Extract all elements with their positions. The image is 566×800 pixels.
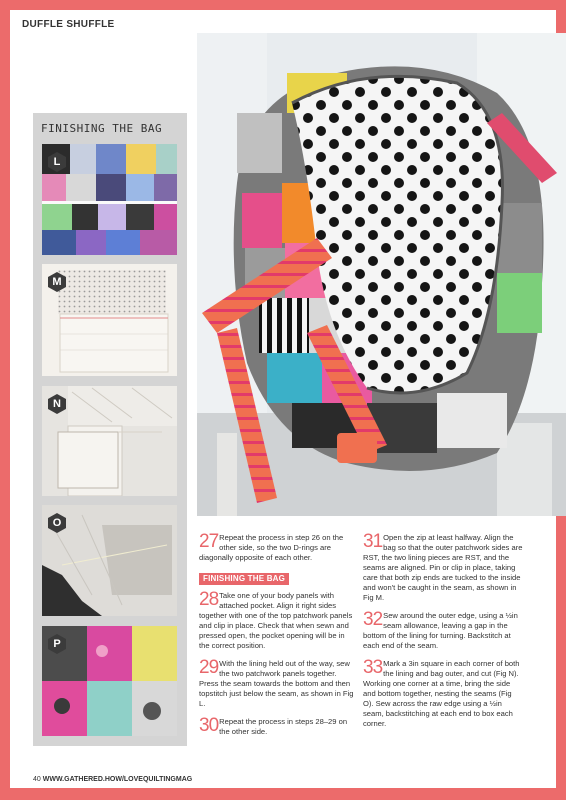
figure-l-badge: L (47, 152, 67, 172)
instructions-column-1 (199, 533, 354, 745)
figure-m-badge: M (47, 272, 67, 292)
duffle-bag-photo (197, 33, 566, 516)
figure-o-badge: O (47, 513, 67, 533)
section-heading: FINISHING THE BAG (199, 573, 289, 585)
step-text: With the lining held out of the way, sew the two patchwork panels together. Press the seam towards the bottom and then topstitch just below the seam, as shown in Fig L. (199, 659, 354, 708)
sidebar-title: FINISHING THE BAG (41, 122, 163, 135)
figure-p (42, 626, 177, 736)
step-28 (199, 591, 354, 651)
step-text: Open the zip at least halfway. Align the bag so that the outer patchwork sides are RST, the two lining pieces are RST, and the seams are aligned. Pin or clip in place, taking care that both zip ends are tucked to the inside and won't be caught in the seam, as shown in Fig M. (363, 533, 523, 602)
step-text: Repeat the process in step 26 on the other side, so the two D-rings are diagonally opposite of each other. (199, 533, 344, 562)
instructions-column-2 (363, 533, 523, 737)
step-number: 27 (199, 531, 219, 552)
step-text: Take one of your body panels with attached pocket. Align it right sides together with one of the top patchwork panels and clip in place. Check that when sewn and pressed open, the pocket opening will be in the correct position. (199, 591, 353, 650)
step-31 (363, 533, 523, 603)
step-33 (363, 659, 523, 729)
step-text: Repeat the process in steps 28–29 on the other side. (219, 717, 348, 736)
page-footer (33, 776, 192, 783)
step-text: Mark a 3in square in each corner of both the lining and bag outer, and cut (Fig N). Working one corner at a time, bring the side and bottom together, nesting the seams (Fig O). Sew across the raw edge using a ½in seam, backstitching at each end to box each corner. (363, 659, 520, 728)
step-number: 30 (199, 715, 219, 736)
step-29 (199, 659, 354, 709)
step-number: 29 (199, 657, 219, 678)
running-header: DUFFLE SHUFFLE (22, 19, 115, 30)
figure-p-badge: P (47, 634, 67, 654)
figure-o (42, 505, 177, 616)
step-27 (199, 533, 354, 563)
page-number: 40 (33, 776, 41, 783)
figure-m (42, 264, 177, 376)
figure-l (42, 144, 177, 255)
step-number: 31 (363, 531, 383, 552)
watermark: PassionForum.ru (472, 774, 544, 784)
step-32 (363, 611, 523, 651)
figure-n (42, 386, 177, 496)
step-number: 32 (363, 609, 383, 630)
step-30 (199, 717, 354, 737)
step-number: 33 (363, 657, 383, 678)
footer-url[interactable]: WWW.GATHERED.HOW/LOVEQUILTINGMAG (42, 776, 193, 783)
figure-n-badge: N (47, 394, 67, 414)
figures-sidebar (33, 113, 187, 746)
duffle-bag-image (197, 33, 566, 516)
step-text: Sew around the outer edge, using a ½in seam allowance, leaving a gap in the bottom of the lining for turning. Backstitch at each end of the seam. (363, 611, 518, 650)
step-number: 28 (199, 589, 219, 610)
